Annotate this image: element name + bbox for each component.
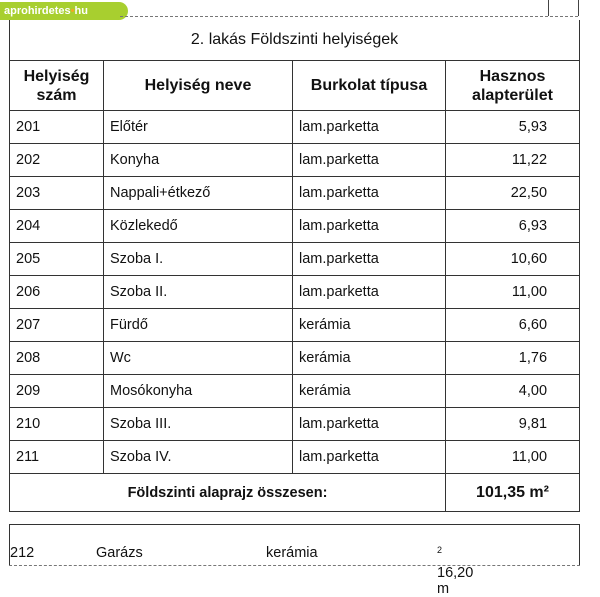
area-cell: 11,00 (446, 441, 580, 474)
header-room-number: Helyiség szám (10, 61, 104, 111)
header-area: Hasznos alapterület (446, 61, 580, 111)
garage-area: 16,20 m $^2$ (437, 545, 474, 597)
table-row (10, 177, 580, 210)
room-name-cell: Közlekedő (104, 210, 293, 243)
site-logo[interactable] (0, 2, 128, 20)
garage-number: 212 (10, 545, 35, 561)
room-name-cell: Szoba III. (104, 408, 293, 441)
garage-dashed-line (9, 565, 580, 566)
table-row (10, 441, 580, 474)
floor-type-cell: lam.parketta (293, 210, 446, 243)
floor-type-cell: lam.parketta (293, 276, 446, 309)
area-cell: 22,50 (446, 177, 580, 210)
area-cell: 10,60 (446, 243, 580, 276)
room-name-cell: Szoba I. (104, 243, 293, 276)
table-row (10, 210, 580, 243)
floor-type-cell: kerámia (293, 375, 446, 408)
table-row (10, 309, 580, 342)
table-row (10, 408, 580, 441)
logo-text-tld: hu (74, 5, 88, 17)
room-number-cell: 201 (10, 111, 104, 144)
room-name-cell: Szoba II. (104, 276, 293, 309)
logo-text-main: aprohirdetes (4, 5, 71, 17)
area-cell: 6,60 (446, 309, 580, 342)
area-cell: 11,22 (446, 144, 580, 177)
total-label: Földszinti alaprajz összesen: (10, 474, 446, 512)
room-number-cell: 210 (10, 408, 104, 441)
table-row (10, 243, 580, 276)
header-room-name: Helyiség neve (104, 61, 293, 111)
area-cell: 9,81 (446, 408, 580, 441)
table-row (10, 144, 580, 177)
table-title: 2. lakás Földszinti helyiségek (10, 20, 580, 61)
rooms-table (9, 20, 580, 512)
room-name-cell: Fürdő (104, 309, 293, 342)
garage-floor: kerámia (266, 545, 318, 561)
crop-mark (548, 0, 549, 16)
floor-type-cell: lam.parketta (293, 243, 446, 276)
area-cell: 11,00 (446, 276, 580, 309)
area-cell: 6,93 (446, 210, 580, 243)
room-number-cell: 205 (10, 243, 104, 276)
page-edge-dashed-line (120, 16, 578, 17)
table-row (10, 276, 580, 309)
area-cell: 4,00 (446, 375, 580, 408)
header-row (10, 61, 580, 111)
table-row (10, 375, 580, 408)
crop-mark (578, 0, 579, 16)
room-number-cell: 206 (10, 276, 104, 309)
room-number-cell: 202 (10, 144, 104, 177)
room-name-cell: Wc (104, 342, 293, 375)
floor-type-cell: kerámia (293, 309, 446, 342)
header-floor-type: Burkolat típusa (293, 61, 446, 111)
room-name-cell: Nappali+étkező (104, 177, 293, 210)
garage-name: Garázs (96, 545, 143, 561)
floor-type-cell: kerámia (293, 342, 446, 375)
floor-type-cell: lam.parketta (293, 408, 446, 441)
room-name-cell: Konyha (104, 144, 293, 177)
floor-type-cell: lam.parketta (293, 111, 446, 144)
floor-type-cell: lam.parketta (293, 144, 446, 177)
total-value: 101,35 m² (446, 474, 580, 512)
room-number-cell: 204 (10, 210, 104, 243)
area-cell: 1,76 (446, 342, 580, 375)
room-number-cell: 203 (10, 177, 104, 210)
garage-row (9, 524, 580, 597)
room-number-cell: 209 (10, 375, 104, 408)
room-number-cell: 207 (10, 309, 104, 342)
room-name-cell: Szoba IV. (104, 441, 293, 474)
table-row (10, 342, 580, 375)
room-number-cell: 211 (10, 441, 104, 474)
room-name-cell: Előtér (104, 111, 293, 144)
room-name-cell: Mosókonyha (104, 375, 293, 408)
room-number-cell: 208 (10, 342, 104, 375)
table-row (10, 111, 580, 144)
total-row (10, 474, 580, 512)
logo-dot: • (70, 5, 75, 17)
floor-type-cell: lam.parketta (293, 177, 446, 210)
area-cell: 5,93 (446, 111, 580, 144)
floor-type-cell: lam.parketta (293, 441, 446, 474)
